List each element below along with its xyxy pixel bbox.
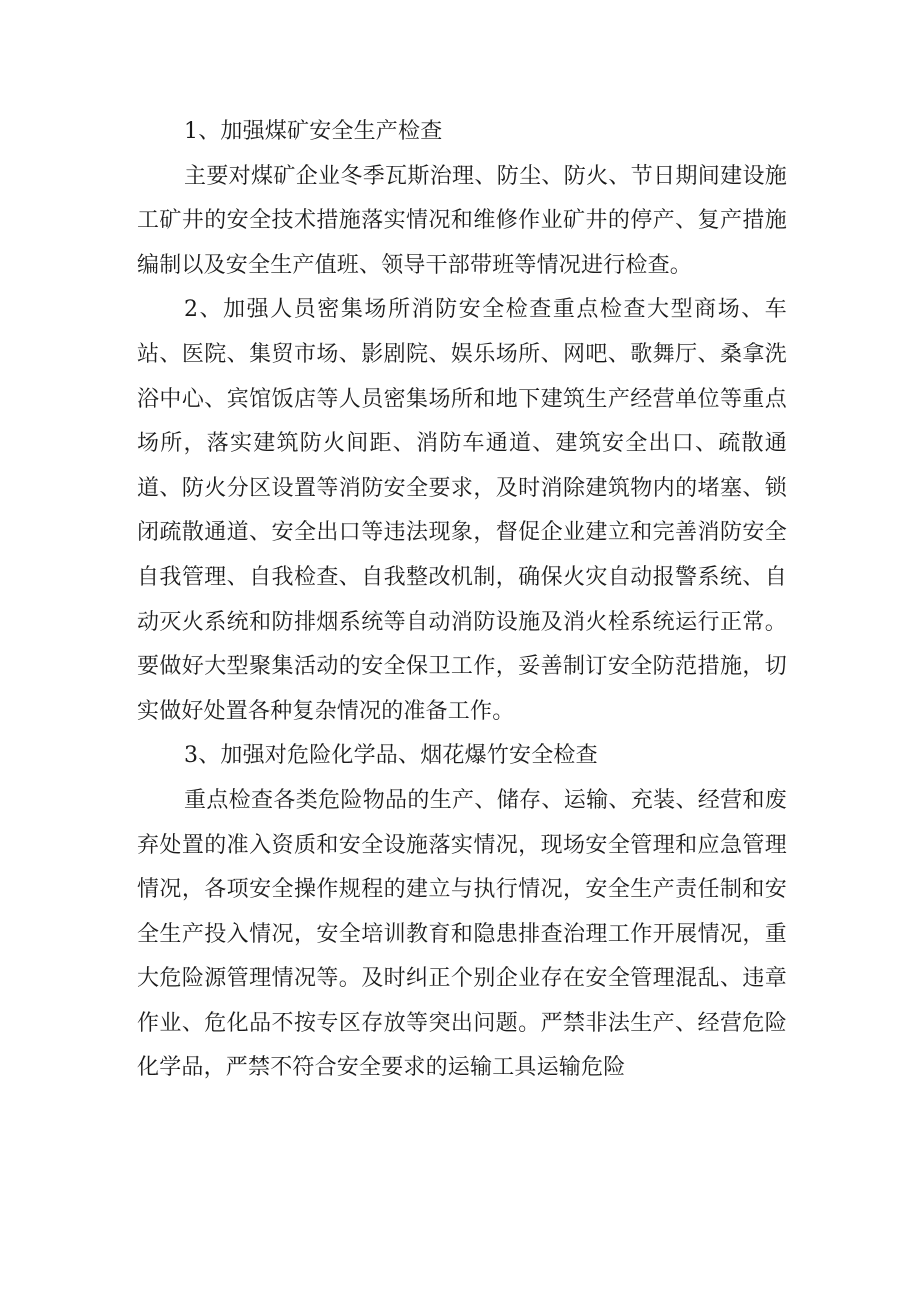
document-page (137, 110, 787, 1091)
paragraph-crowded-places: 2、加强人员密集场所消防安全检查重点检查大型商场、车站、医院、集贸市场、影剧院、娱乐场所、网吧、歌舞厅、桑拿洗浴中心、宾馆饭店等人员密集场所和地下建筑生产经营单位等重点场所，落实建筑防火间距、消防车通道、建筑安全出口、疏散通道、防火分区设置等消防安全要求，及时消除建筑物内的堵塞、锁闭疏散通道、安全出口等违法现象，督促企业建立和完善消防安全自我管理、自我检查、自我整改机制，确保火灾自动报警系统、自动灭火系统和防排烟系统等自动消防设施及消火栓系统运行正常。要做好大型聚集活动的安全保卫工作，妥善制订安全防范措施，切实做好处置各种复杂情况的准备工作。 (137, 297, 787, 724)
paragraph-hazardous-chemicals: 重点检查各类危险物品的生产、储存、运输、充装、经营和废弃处置的准入资质和安全设施落实情况，现场安全管理和应急管理情况，各项安全操作规程的建立与执行情况，安全生产责任制和安全生产投入情况，安全培训教育和隐患排查治理工作开展情况，重大危险源管理情况等。及时纠正个别企业存在安全管理混乱、违章作业、危化品不按专区存放等突出问题。严禁非法生产、经营危险化学品，严禁不符合安全要求的运输工具运输危险 (137, 787, 787, 1081)
section-heading-3: 3、加强对危险化学品、烟花爆竹安全检查 (184, 743, 598, 769)
section-heading-1: 1、加强煤矿安全生产检查 (184, 119, 443, 144)
paragraph-coal-mine: 主要对煤矿企业冬季瓦斯治理、防尘、防火、节日期间建设施工矿井的安全技术措施落实情况和维修作业矿井的停产、复产措施编制以及安全生产值班、领导干部带班等情况进行检查。 (137, 163, 787, 278)
